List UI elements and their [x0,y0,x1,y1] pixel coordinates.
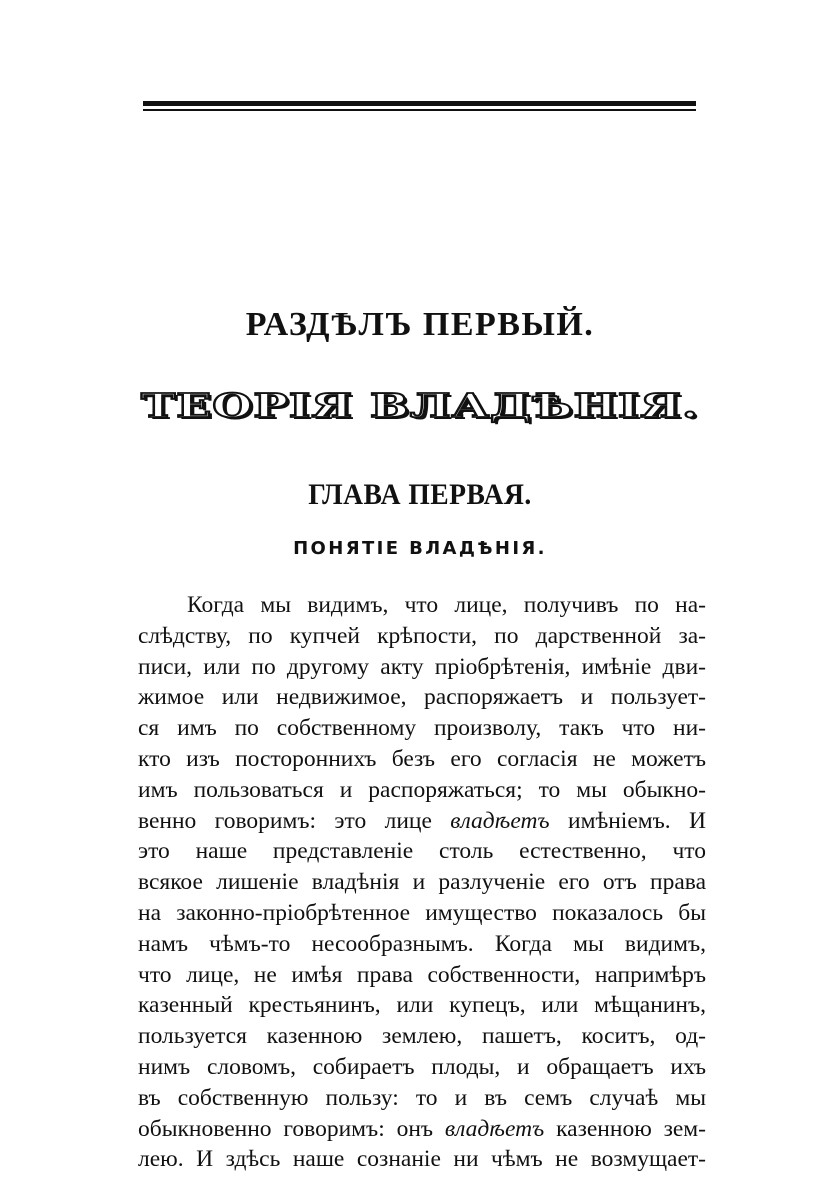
body-line: венно говоримъ: это лице владѣетъ имѣніемъ. И [138,807,706,834]
body-line: на законно-пріобрѣтенное имущество показалось бы [138,899,706,926]
italic-word: владѣетъ [444,1115,545,1142]
body-line: жимое или недвижимое, распоряжаетъ и пользует- [138,684,706,711]
body-line: казенный крестьянинъ, или купецъ, или мѣщанинъ, [138,992,706,1019]
body-line: Когда мы видимъ, что лице, получивъ по на- [187,592,706,618]
body-paragraph [138,590,706,1175]
body-line: это наше представленіе столь естественно, что [138,838,706,865]
body-line: кто изъ постороннихъ безъ его согласія не можетъ [138,745,706,772]
body-line: пользуется казенною землею, пашетъ, коситъ, од- [138,1023,706,1050]
body-line: ся имъ по собственному произволу, такъ что ни- [138,715,706,742]
body-line: писи, или по другому акту пріобрѣтенія, имѣніе дви- [138,653,706,680]
italic-word: владѣетъ [450,807,550,834]
part-heading: ТЕОРІЯ ВЛАДѢНІЯ. [140,386,700,425]
body-line: нимъ словомъ, собираетъ плоды, и обращаетъ ихъ [138,1053,706,1080]
section-heading: РАЗДѢЛЪ ПЕРВЫЙ. [245,306,595,343]
chapter-heading: ГЛАВА ПЕРВАЯ. [308,478,532,511]
header-rule-thick [143,101,696,106]
chapter-subtitle: ПОНЯТІЕ ВЛАДѢНІЯ. [293,538,547,559]
body-line: обыкновенно говоримъ: онъ владѣетъ казенною зем- [138,1115,707,1142]
body-line: слѣдству, по купчей крѣпости, по дарственной за- [138,622,706,649]
header-rule-thin [143,109,696,111]
body-line: намъ чѣмъ-то несообразнымъ. Когда мы видимъ, [138,930,706,957]
body-line: что лице, не имѣя права собственности, напримѣръ [138,961,706,988]
body-line: всякое лишеніе владѣнія и разлученіе его отъ права [138,869,706,896]
body-line: лею. И здѣсь наше сознаніе ни чѣмъ не возмущает- [138,1146,706,1173]
body-line: въ собственную пользу: то и въ семъ случаѣ мы [138,1084,706,1111]
body-line: имъ пользоваться и распоряжаться; то мы обыкно- [138,776,706,803]
